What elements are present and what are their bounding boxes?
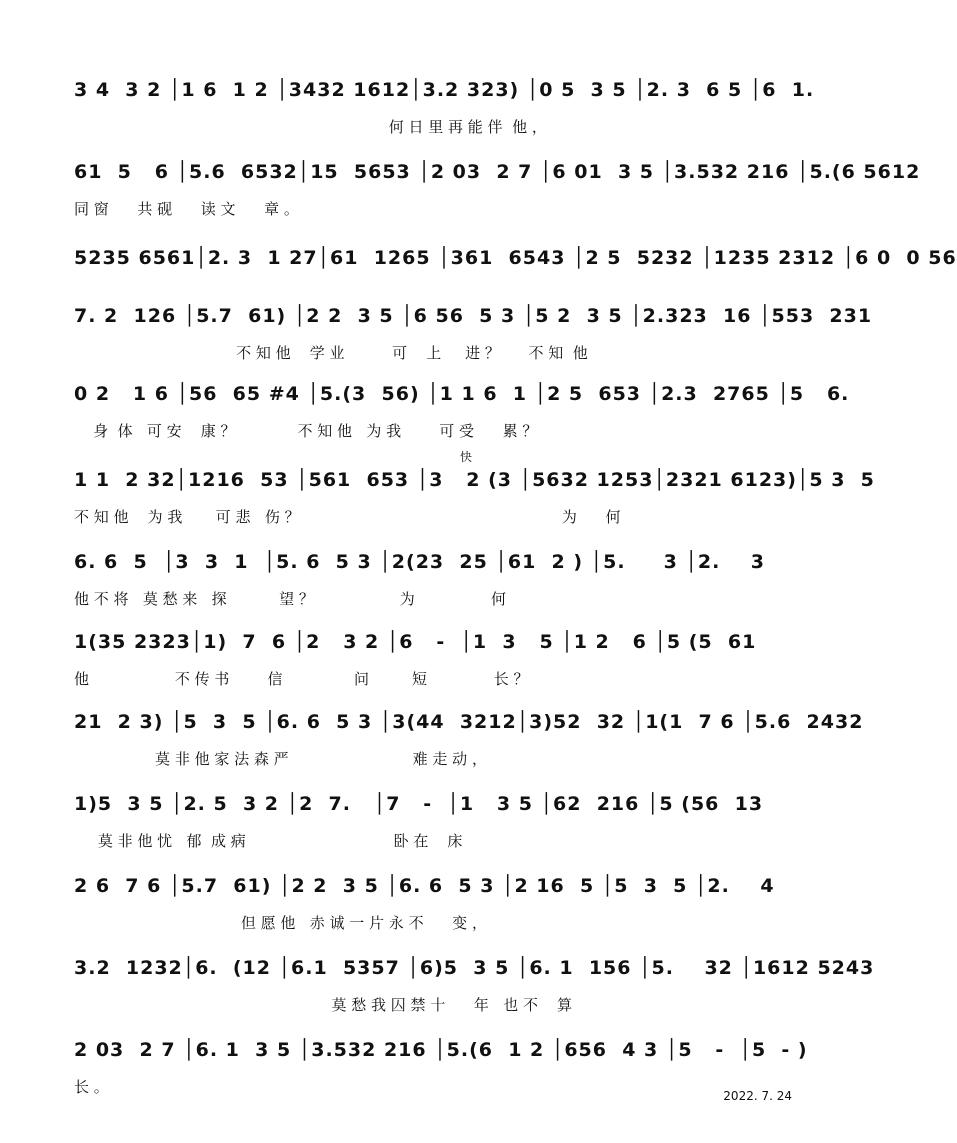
lyrics-line: 不 知 他 为 我 可 悲 伤 ？ 为 何 xyxy=(74,508,621,526)
lyrics-line: 不 知 他 学 业 可 上 进 ？ 不 知 他 xyxy=(74,344,588,362)
notes-line: 5235 6561│2. 3 1 27│61 1265 │361 6543 │2 5 5232 │1235 2312 │6 0 0 56 xyxy=(74,247,957,269)
system-13 xyxy=(74,1030,808,1110)
system-2 xyxy=(74,152,921,232)
notes-line: 1 1 2 32│1216 53 │561 653 │3 2 (3 │5632 1253│2321 6123)│5 3 5 xyxy=(74,469,875,491)
lyrics-line: 长 。 xyxy=(74,1078,109,1096)
lyrics-line: 何 日 里 再 能 伴 他 ， xyxy=(74,118,547,136)
system-11 xyxy=(74,866,794,946)
system-12 xyxy=(74,948,875,1028)
system-5 xyxy=(74,374,850,454)
notes-line: 3 4 3 2 │1 6 1 2 │3432 1612│3.2 323) │0 5 3 5 │2. 3 6 5 │6 1. xyxy=(74,79,815,101)
lyrics-line: 身 体 可 安 康 ？ 不 知 他 为 我 可 受 累 ？ xyxy=(74,422,538,440)
notes-line: 2 6 7 6 │5.7 61) │2 2 3 5 │6. 6 5 3 │2 16 5 │5 3 5 │2. 4 xyxy=(74,875,775,897)
notes-line: 6. 6 5 │3 3 1 │5. 6 5 3 │2(23 25 │61 2 ) │5. 3 │2. 3 xyxy=(74,551,766,573)
system-6 xyxy=(74,460,875,540)
lyrics-line: 莫 愁 我 囚 禁 十 年 也 不 算 xyxy=(74,996,573,1014)
system-8 xyxy=(74,622,794,702)
system-9 xyxy=(74,702,864,782)
lyrics-line: 但 愿 他 赤 诚 一 片 永 不 变 ， xyxy=(74,914,487,932)
system-7 xyxy=(74,542,794,622)
notes-line: 61 5 6 │5.6 6532│15 5653 │2 03 2 7 │6 01 3 5 │3.532 216 │5.(6 5612 xyxy=(74,161,921,183)
notes-line: 0 2 1 6 │56 65 #4 │5.(3 56) │1 1 6 1 │2 5 653 │2.3 2765 │5 6. xyxy=(74,383,850,405)
system-4 xyxy=(74,296,873,376)
lyrics-line: 他 不 传 书 信 问 短 长 ？ xyxy=(74,670,529,688)
notes-line: 1)5 3 5 │2. 5 3 2 │2 7. │7 - │1 3 5 │62 216 │5 (56 13 xyxy=(74,793,764,815)
system-10 xyxy=(74,784,794,864)
lyrics-line: 同 窗 共 砚 读 文 章 。 xyxy=(74,200,299,218)
lyrics-line: 他 不 将 莫 愁 来 探 望 ？ 为 何 xyxy=(74,590,507,608)
lyrics-line: 莫 非 他 忧 郁 成 病 卧 在 床 xyxy=(74,832,463,850)
system-1 xyxy=(74,70,815,150)
notes-line: 3.2 1232│6. (12 │6.1 5357 │6)5 3 5 │6. 1 156 │5. 32 │1612 5243 xyxy=(74,957,875,979)
notes-line: 2 03 2 7 │6. 1 3 5 │3.532 216 │5.(6 1 2 │656 4 3 │5 - │5 - ) xyxy=(74,1039,808,1061)
tempo-mark: 快 xyxy=(460,450,473,464)
notes-line: 7. 2 126 │5.7 61) │2 2 3 5 │6 56 5 3 │5 2 3 5 │2.323 16 │553 231 xyxy=(74,305,873,327)
date-stamp: 2022. 7. 24 xyxy=(723,1089,792,1103)
notes-line: 21 2 3) │5 3 5 │6. 6 5 3 │3(44 3212│3)52 32 │1(1 7 6 │5.6 2432 xyxy=(74,711,864,733)
lyrics-line: 莫 非 他 家 法 森 严 难 走 动 ， xyxy=(74,750,487,768)
notes-line: 1(35 2323│1) 7 6 │2 3 2 │6 - │1 3 5 │1 2 6 │5 (5 61 xyxy=(74,631,757,653)
